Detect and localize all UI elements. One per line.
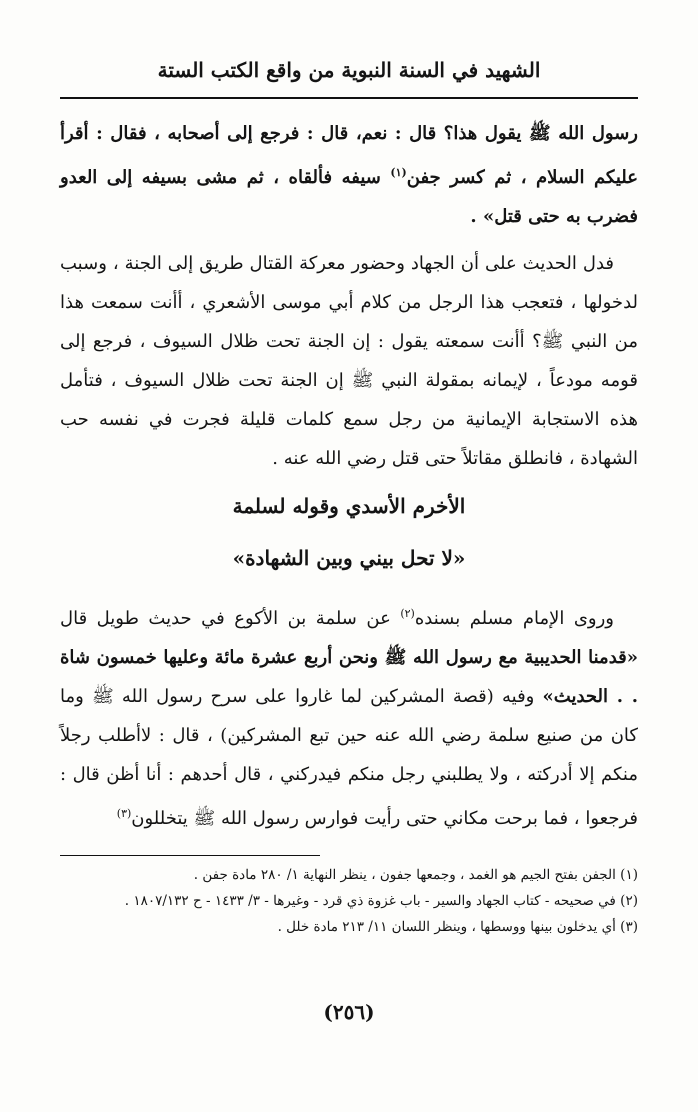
narration-text-b: عن سلمة بن الأكوع في حديث طويل قال: [60, 608, 401, 629]
footnote-ref-3: (٣): [116, 807, 132, 820]
narration-text-a: وروى الإمام مسلم بسنده: [414, 608, 615, 629]
header-rule: [60, 97, 638, 99]
hadith-text: رسول الله ﷺ يقول هذا؟ قال : نعم، قال : فرجع إلى أصحابه ، فقال : أقرأ عليكم السلام ، ثم كسر جفن: [60, 123, 638, 188]
footnotes: [60, 862, 638, 940]
footnote-3: (٣) أي يدخلون بينها ووسطها ، وينظر اللسان ١١/ ٢١٣ مادة خلل .: [277, 919, 638, 935]
commentary-paragraph: [60, 244, 638, 478]
footnote-ref-1: (١): [390, 166, 407, 179]
section-subheading: «لا تحل بيني وبين الشهادة»: [232, 546, 466, 570]
commentary-text: فدل الحديث على أن الجهاد وحضور معركة القتال طريق إلى الجنة ، وسبب لدخولها ، فتعجب هذا الرجل من كلام أبي موسى الأشعري ، أأنت سمعت هذا من النبي ﷺ؟ أأنت سمعته يقول : إن الجنة تحت ظلال السيوف ، فرجع إلى قومه مودعاً ، لإيمانه بمقولة النبي ﷺ إن الجنة تحت ظلال السيوف ، فتأمل هذه الاستجابة الإيمانية من رجل سمع كلمات قليلة فجرت في نفسه حب الشهادة ، فانطلق مقاتلاً حتى قتل رضي الله عنه .: [60, 253, 638, 469]
running-header: الشهيد في السنة النبوية من واقع الكتب الستة: [157, 58, 541, 82]
footnote-1: (١) الجفن بفتح الجيم هو الغمد ، وجمعها جفون ، ينظر النهاية ١/ ٢٨٠ مادة جفن .: [193, 867, 638, 883]
hadith-text-end: سيفه فألقاه ، ثم مشى بسيفه إلى العدو فضرب به حتى قتل» .: [60, 167, 638, 227]
page-number: (٢٥٦): [323, 1000, 375, 1024]
hadith-continuation: [60, 114, 638, 236]
footnote-2: (٢) في صحيحه - كتاب الجهاد والسير - باب غزوة ذي قرد - وغيرها - ٣/ ١٤٣٣ - ح ١٨٠٧/١٣٢ .: [124, 893, 638, 909]
narration-text-c: وفيه (قصة المشركين لما غاروا على سرح رسول الله ﷺ وما كان من صنيع سلمة رضي الله عنه حين تبع المشركين) ، قال : لاأطلب رجلاً منكم إلا أدركته ، ولا يطلبني رجل منكم فيدركني ، قال أحدهم : أنا أظن قال : فرجعوا ، فما برحت مكاني حتى رأيت فوارس رسول الله ﷺ يتخللون: [60, 686, 638, 829]
footnote-ref-2: (٢): [400, 607, 415, 620]
narration-quote: «قدمنا الحديبية مع رسول الله ﷺ ونحن أربع عشرة مائة وعليها خمسون شاة . . الحديث»: [60, 647, 638, 707]
footnote-rule: [60, 855, 320, 856]
section-heading: الأخرم الأسدي وقوله لسلمة: [232, 494, 466, 518]
narration-paragraph: [60, 594, 638, 838]
